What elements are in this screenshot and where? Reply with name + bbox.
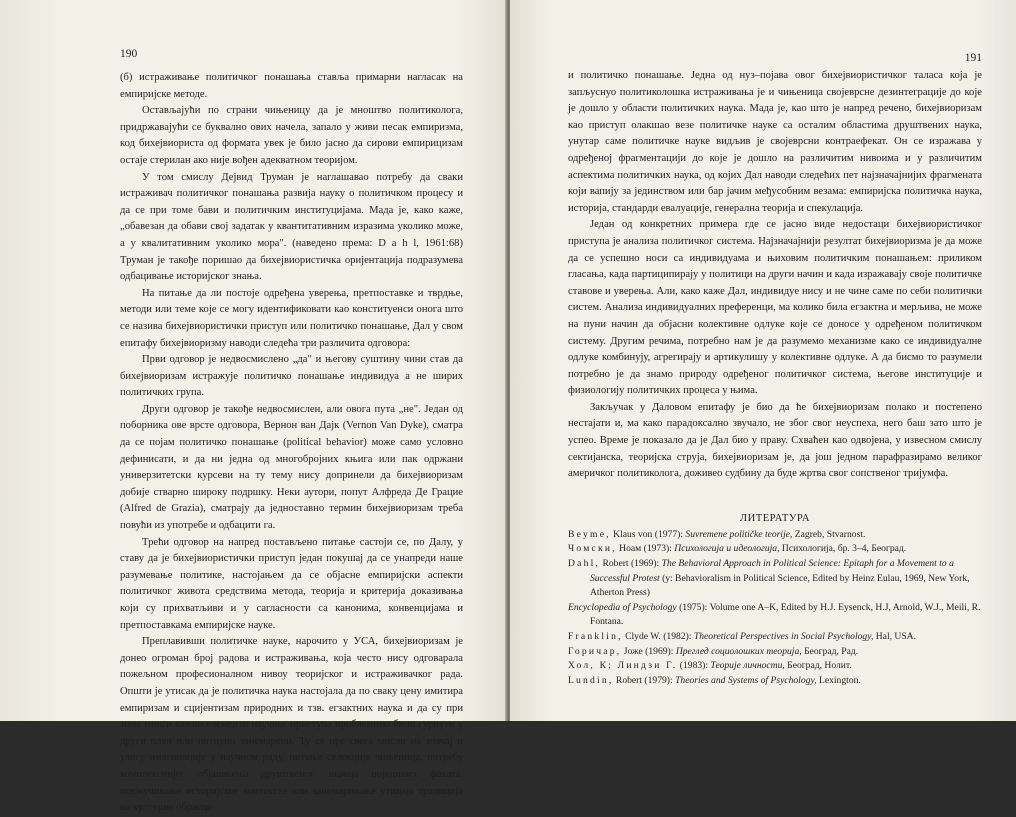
paragraph: Први одговор је недвосмислено „да" и његову суштину чини став да бихејвиоризам истражује политичко понашање индивидуа а не ширих политичких група.	[120, 354, 463, 399]
reference-title: Theories and Systems of Psychology,	[675, 674, 817, 686]
reference-item	[568, 528, 982, 543]
paragraph: У том смислу Дејвид Труман је наглашавао потребу да сваки истраживач политичког понашања развија науку о политичком процесу и да се при томе бави и политичким институцијама. Мада је, како каже, „обавезан да обави свој задатак у квантитативним изразима уколико може, а у квалитативним уколико мора". (наведено према: D a h l, 1961:68) Труман је такође поришао да бихејвиористичка оријентација подразумева одбацивање историјског знања.	[120, 171, 463, 283]
left-page	[0, 0, 507, 814]
reference-title: Suvremene političke teorije,	[685, 528, 793, 540]
reference-details: (1975): Volume one A–K, Edited by H.J. Eysenck, H.J, Arnold, W.J., Meili, R. Fontana.	[590, 601, 981, 628]
reference-title: Преглед социолошких теорија,	[675, 645, 802, 657]
reference-item	[568, 630, 982, 645]
reference-item	[568, 645, 982, 660]
reference-author: Горичар,	[568, 645, 622, 657]
paragraph: Преплавивши политичке науке, нарочито у УСА, бихејвиоризам је донео огроман број радова и истраживања, која често нису одговарала пожељном професионалном нивоу теоријског и истраживачког рада. Општи је утисак да је политичка наука настојала да по сваку цену имитира емпиризам и сцијентизам природних и тзв. егзактних наука и да су при томе многи важни елементи научног приступа проблемима били гурнути у други план или потпуно занемарени. Ту се пре свега мисли на значај и улогу имагинације у научном раду, питање селекције чињеница, потребу комплекснијег објашњења друштвеног значаја појединих факата, искључивање историјског контекста или занемаривање утицаја традиција на културне обрасце	[120, 636, 463, 814]
paragraph: На питање да ли постоје одређена уверења, претпоставке и тврдње, методи или теме које се могу идентификовати као конституенси онога што се назива бихејвиористички приступ или политичко понашање, Дал у свом епитафу бихејвиоризму наводи следећа три различита одговора:	[120, 287, 463, 349]
reference-author: Dahl,	[568, 558, 601, 570]
paragraph: (б) истраживање политичког понашања ставља примарни нагласак на емпиријске методе.	[120, 72, 463, 100]
paragraph: Трећи одговор на напред постављено питање састоји се, по Далу, у ставу да је бихејвиористички приступ један покушај да се унапреди наше разумевање политике, настојањем да се објасне емпиријски аспекти политичког живота средствима метода, теорија и критерија доказивања који су прихватљиви и у сагласности са канонима, конвенцијама и претпоставкама емпиријске науке.	[120, 536, 463, 631]
reference-item	[568, 659, 982, 674]
reference-title: The Behavioral Approach in Political Science: Epitaph for a Movement to a Successful Protest	[590, 558, 954, 584]
reference-year: Ноам (1973):	[616, 543, 675, 555]
right-page	[510, 0, 1016, 721]
reference-item	[568, 674, 982, 689]
paragraph: Закључак у Даловом епитафу је био да ће бихејвиоризам полако и постепено нестајати и, ма како парадоксално звучало, не због свог неуспеха, него баш зато што је успео. Време је показало да је Дал био у праву. Схваћен као одвојена, у извесном смислу сектијанска, теоријска струја, бихејвиоризам је, да још једном парафразирамо великог америчког политиколога, доживео судбину да буде жртва свог сопственог тријумфа.	[568, 401, 982, 480]
reference-year: Clyde W. (1982):	[622, 631, 694, 642]
reference-author: Beyme,	[568, 528, 611, 540]
reference-item	[568, 542, 982, 557]
page-number-right: 191	[964, 52, 982, 64]
reference-year: Robert (1969):	[600, 558, 662, 570]
reference-year: (1983):	[677, 660, 711, 672]
reference-details: (у: Behavioralism in Political Science, Edited by Heinz Eulau, 1969, New York, Atherton Press)	[590, 572, 970, 599]
reference-author: Чомски,	[568, 543, 617, 555]
literature-heading: ЛИТЕРАТУРА	[739, 512, 811, 524]
page-number-left: 190	[120, 48, 138, 60]
reference-details: Психологија, бр. 3–4, Београд.	[779, 543, 907, 555]
reference-author: Lundin,	[568, 674, 614, 686]
reference-author: Хол, К; Линдзи Г.	[568, 660, 678, 672]
reference-author: Franklin,	[568, 631, 623, 642]
reference-year: Klaus von (1977):	[610, 528, 686, 540]
reference-details: Београд, Рад.	[801, 645, 859, 657]
reference-details: Hal, USA.	[873, 631, 916, 642]
paragraph: Други одговор је такође недвосмислен, али овога пута „не". Један од поборника ове врсте одговора, Вернон ван Дајк (Vernon Van Dyke), сматра да се појам политичко понашање (political behavior) може само условно дефинисати, и да ни једна од многобројних књига или пак одржани универзитетски курсеви на ту тему нису допринели да бихејвиоризам добије стварно широку подршку. Неки аутори, попут Алфреда Де Грацие (Alfred de Grazia), сматрају да једноставно термин бихејвиоризам треба повући из употребе и одбацити га.	[120, 403, 463, 532]
reference-details: Zagreb, Stvarnost.	[792, 528, 866, 540]
reference-title: Теорије личности,	[710, 660, 785, 672]
reference-title: Психологија и идеологија,	[674, 543, 780, 555]
reference-year: Robert (1979):	[613, 674, 676, 686]
paragraph: Остављајући по страни чињеницу да је мноштво политиколога, придржавајући се буквално ових начела, запало у живи песак емпиризма, код бихејвиориста од формата увек је било јасно да сирови емпирицизам остаје стерилан ако није вођен адекватном теоријом.	[120, 105, 463, 166]
reference-year: Јоже (1969):	[621, 645, 676, 657]
reference-details: Београд, Нолит.	[784, 660, 852, 672]
reference-title: Theoretical Perspectives in Social Psychology,	[693, 631, 874, 642]
right-page-body	[568, 68, 982, 483]
paragraph: и политичко понашање. Једна од нуз–појава овог бихејвиористичког таласа која је запљуснуо политиколошка истраживања је и чињеница својеврсне дезинтеграције до које је дошло у области политичких наука. Мада је, као што је напред речено, бихејвиоризам као приступ олакшао везе политичке науке са осталим областима друштвених наука, унутар саме политичке науке видљив је својеврсни контраефекат. Он се изражава у одређеној фрагментацији до које је дошло на различитим нивоима и у различитим аспектима политичких наука, од којих Дал наводи следећих пет најзначајнијих фрагмената који вапију за јединством или бар јачим међусобним везама: емпиријска политичка наука, историја, стандарди евалуације, генерална теорија и спекулација.	[568, 70, 982, 214]
left-page-body	[120, 70, 463, 817]
reference-item	[568, 557, 982, 601]
reference-item	[568, 601, 982, 630]
reference-list	[568, 528, 982, 689]
reference-title: Encyclopedia of Psychology	[568, 601, 677, 613]
paragraph: Један од конкретних примера где се јасно виде недостаци бихејвиористичког приступа је анализа политичког система. Најзначајнији резултат бихејвиоризма је да може да се успешно носи са индивидуама и њиховим политичким понашањем: приликом гласања, када партиципирају у политици на други начин и када изражавају своје политичке ставове и уверења. Али, како каже Дал, индивидуе нису и не чине саме по себи политички систем. Анализа индивидуалних преференци, ма колико била егзактна и мерљива, не може на пуни начин да објасни колективне одлуке које се доносе у одређеном политичком систему. Другим речима, потребно нам је да разумемо механизме како се индивидуалне одлуке комбинују, агрегирају и артикулишу у колективне одлуке. А да бисмо то разумели потребно је да знамо природу одређеног политичког система, његове институције и физиологију политичких процеса у њима.	[568, 219, 982, 397]
reference-details: Lexington.	[816, 674, 861, 686]
